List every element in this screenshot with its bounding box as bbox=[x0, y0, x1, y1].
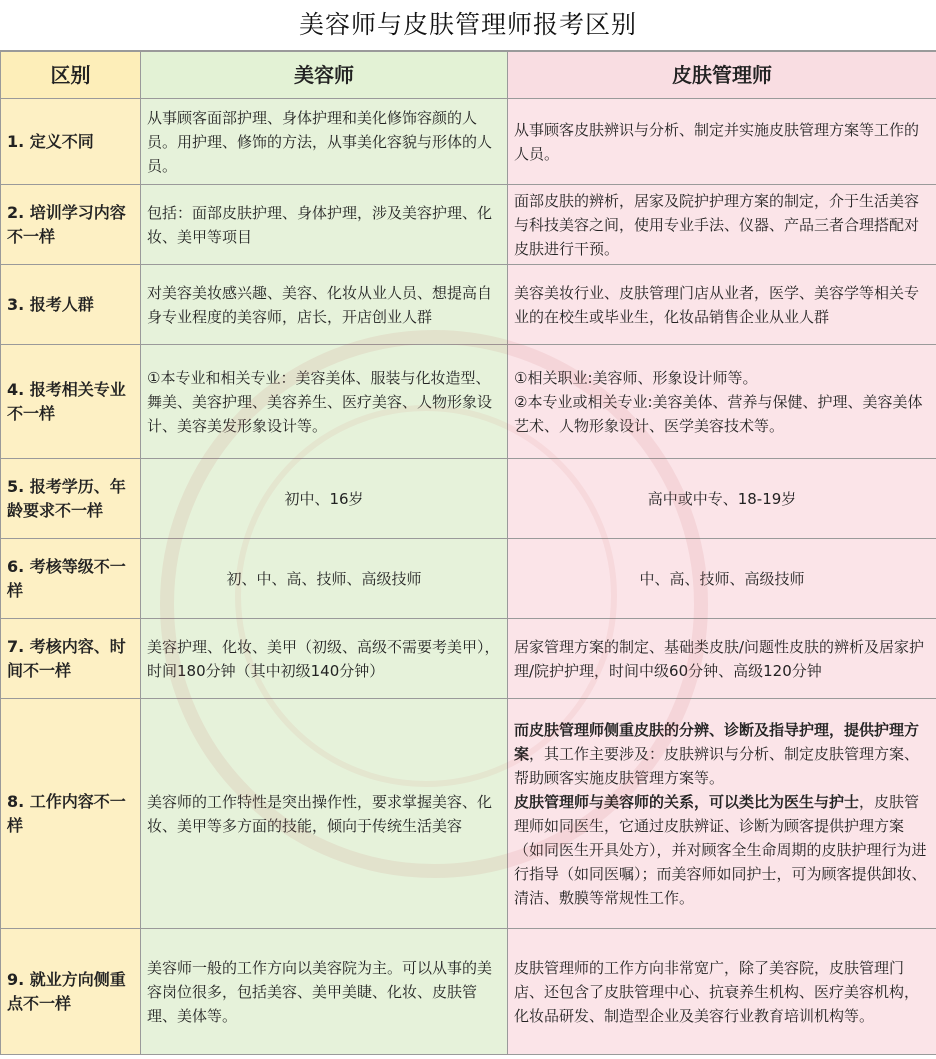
row-category: 1. 定义不同 bbox=[1, 99, 141, 185]
beautician-cell: 初中、16岁 bbox=[141, 459, 508, 539]
beautician-cell: 包括：面部皮肤护理、身体护理，涉及美容护理、化妆、美甲等项目 bbox=[141, 185, 508, 265]
skin-manager-cell: 中、高、技师、高级技师 bbox=[508, 539, 936, 619]
emphasis-text: 而皮肤管理师侧重皮肤的分辨、诊断及指导护理，提供护理方案 bbox=[514, 720, 920, 763]
beautician-cell: 美容护理、化妆、美甲（初级、高级不需要考美甲），时间180分钟（其中初级140分钟） bbox=[141, 619, 508, 699]
row-category: 8. 工作内容不一样 bbox=[1, 699, 141, 929]
row-category: 3. 报考人群 bbox=[1, 265, 141, 345]
skin-manager-cell bbox=[508, 699, 936, 929]
skin-manager-line: ①相关职业:美容师、形象设计师等。 bbox=[514, 368, 758, 387]
row-category: 4. 报考相关专业不一样 bbox=[1, 345, 141, 459]
row-category: 2. 培训学习内容不一样 bbox=[1, 185, 141, 265]
table-row bbox=[1, 459, 936, 539]
table-row bbox=[1, 539, 936, 619]
row-category: 5. 报考学历、年龄要求不一样 bbox=[1, 459, 141, 539]
beautician-cell: 美容师的工作特性是突出操作性，要求掌握美容、化妆、美甲等多方面的技能，倾向于传统生活美容 bbox=[141, 699, 508, 929]
skin-manager-cell: 美容美妆行业、皮肤管理门店从业者，医学、美容学等相关专业的在校生或毕业生，化妆品销售企业从业人群 bbox=[508, 265, 936, 345]
header-difference: 区别 bbox=[1, 52, 141, 99]
skin-manager-cell: 高中或中专、18-19岁 bbox=[508, 459, 936, 539]
table-row bbox=[1, 99, 936, 185]
header-skin-manager: 皮肤管理师 bbox=[508, 52, 936, 99]
header-beautician: 美容师 bbox=[141, 52, 508, 99]
table-row bbox=[1, 699, 936, 929]
skin-manager-cell: 皮肤管理师的工作方向非常宽广，除了美容院，皮肤管理门店、还包含了皮肤管理中心、抗衰养生机构、医疗美容机构，化妆品研发、制造型企业及美容行业教育培训机构等。 bbox=[508, 929, 936, 1055]
row-category: 6. 考核等级不一样 bbox=[1, 539, 141, 619]
row-category: 9. 就业方向侧重点不一样 bbox=[1, 929, 141, 1055]
beautician-cell: 美容师一般的工作方向以美容院为主。可以从事的美容岗位很多，包括美容、美甲美睫、化妆、皮肤管理、美体等。 bbox=[141, 929, 508, 1055]
emphasis-text: 皮肤管理师与美容师的关系，可以类比为医生与护士 bbox=[514, 792, 860, 811]
beautician-cell: 对美容美妆感兴趣、美容、化妆从业人员、想提高自身专业程度的美容师，店长，开店创业人群 bbox=[141, 265, 508, 345]
row-category: 7. 考核内容、时间不一样 bbox=[1, 619, 141, 699]
comparison-table bbox=[0, 51, 936, 1055]
skin-manager-line: ②本专业或相关专业:美容美体、营养与保健、护理、美容美体艺术、人物形象设计、医学美容技术等。 bbox=[514, 392, 923, 435]
skin-manager-cell: 面部皮肤的辨析，居家及院护护理方案的制定，介于生活美容与科技美容之间，使用专业手法、仪器、产品三者合理搭配对皮肤进行干预。 bbox=[508, 185, 936, 265]
body-text: ，皮肤管理师如同医生，它通过皮肤辨证、诊断为顾客提供护理方案（如同医生开具处方），并对顾客全生命周期的皮肤护理行为进行指导（如同医嘱）；而美容师如同护士，可为顾客提供卸妆、清洁、敷膜等常规性工作。 bbox=[514, 792, 927, 907]
table-row bbox=[1, 265, 936, 345]
beautician-cell: ①本专业和相关专业：美容美体、服装与化妆造型、舞美、美容护理、美容养生、医疗美容、人物形象设计、美容美发形象设计等。 bbox=[141, 345, 508, 459]
body-text: ，其工作主要涉及：皮肤辨识与分析、制定皮肤管理方案、帮助顾客实施皮肤管理方案等。 bbox=[514, 744, 920, 787]
table-row bbox=[1, 619, 936, 699]
table-row bbox=[1, 185, 936, 265]
page-title: 美容师与皮肤管理师报考区别 bbox=[0, 0, 936, 51]
table-header-row bbox=[1, 52, 936, 99]
beautician-cell: 初、中、高、技师、高级技师 bbox=[141, 539, 508, 619]
beautician-cell: 从事顾客面部护理、身体护理和美化修饰容颜的人员。用护理、修饰的方法，从事美化容貌与形体的人员。 bbox=[141, 99, 508, 185]
table-row bbox=[1, 929, 936, 1055]
table-row bbox=[1, 345, 936, 459]
skin-manager-cell: 居家管理方案的制定、基础类皮肤/问题性皮肤的辨析及居家护理/院护护理，时间中级60分钟、高级120分钟 bbox=[508, 619, 936, 699]
skin-manager-cell: 从事顾客皮肤辨识与分析、制定并实施皮肤管理方案等工作的人员。 bbox=[508, 99, 936, 185]
skin-manager-cell bbox=[508, 345, 936, 459]
